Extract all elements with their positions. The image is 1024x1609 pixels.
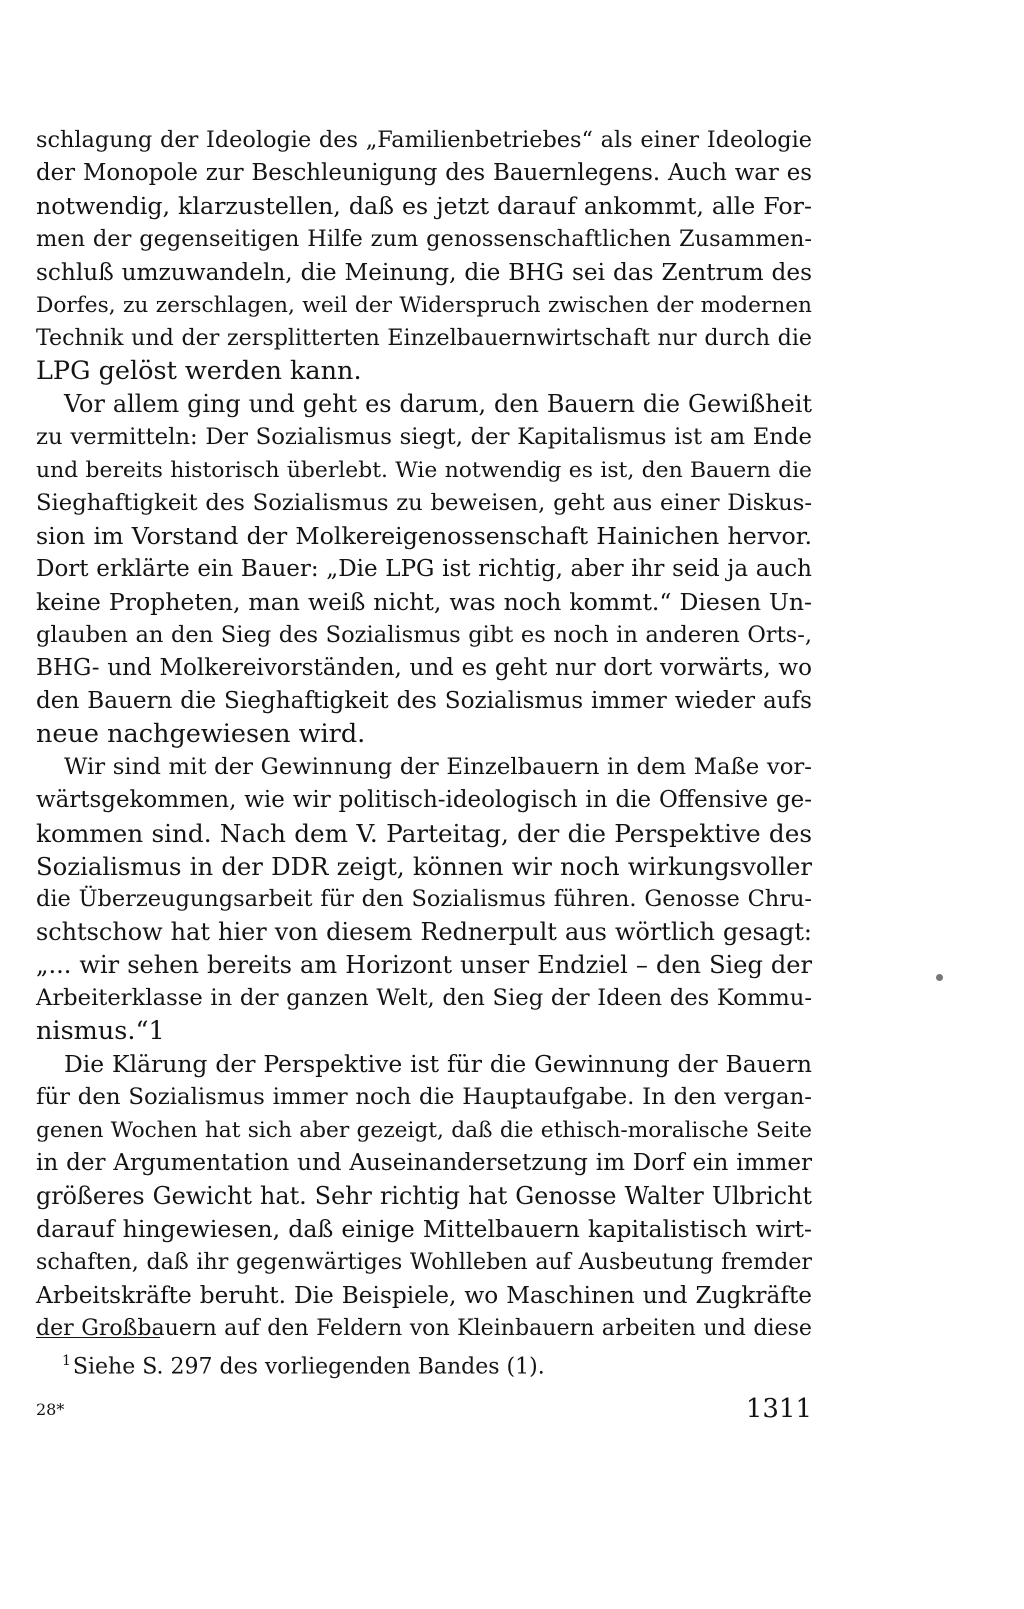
text-line: schaften, daß ihr gegenwärtiges Wohlleben auf Ausbeutung fremder [36,1249,812,1275]
text-line: schtschow hat hier von diesem Rednerpult aus wörtlich gesagt: [36,918,812,946]
text-line: Vor allem ging und geht es darum, den Bauern die Gewißheit [64,390,812,418]
text-line: für den Sozialismus immer noch die Hauptaufgabe. In den vergan- [36,1084,812,1110]
text-line: men der gegenseitigen Hilfe zum genossenschaftlichen Zusammen- [36,226,812,252]
text-line: Technik und der zersplitterten Einzelbauernwirtschaft nur durch die [36,325,812,351]
text-line: sion im Vorstand der Molkereigenossenschaft Hainichen hervor. [36,522,812,550]
footnote-text: Siehe S. 297 des vorliegenden Bandes (1). [72,1354,545,1380]
text-line: größeres Gewicht hat. Sehr richtig hat Genosse Walter Ulbricht [36,1182,812,1210]
text-line: „... wir sehen bereits am Horizont unser Endziel – den Sieg der [36,951,812,979]
text-line: Arbeiterklasse in der ganzen Welt, den Sieg der Ideen des Kommu- [36,985,812,1011]
page-number: 1311 [745,1394,812,1424]
text-line: in der Argumentation und Auseinandersetzung im Dorf ein immer [36,1150,812,1176]
signature-mark: 28* [36,1400,65,1419]
text-line: LPG gelöst werden kann. [36,356,362,386]
text-line: und bereits historisch überlebt. Wie notwendig es ist, den Bauern die [36,458,812,483]
text-line: zu vermitteln: Der Sozialismus siegt, der Kapitalismus ist am Ende [36,424,812,450]
text-line: darauf hingewiesen, daß einige Mittelbauern kapitalistisch wirt- [36,1215,812,1243]
text-line: Sieghaftigkeit des Sozialismus zu beweisen, geht aus einer Diskus- [36,490,812,516]
text-line: nismus.“1 [36,1016,165,1046]
text-line: kommen sind. Nach dem V. Parteitag, der die Perspektive des [36,819,812,848]
text-line: glauben an den Sieg des Sozialismus gibt es noch in anderen Orts-, [36,622,812,648]
footnote-divider [36,1337,160,1338]
print-speck [936,974,943,981]
body-text [36,124,812,1345]
text-line: genen Wochen hat sich aber gezeigt, daß die ethisch-moralische Seite [36,1118,812,1143]
text-line: den Bauern die Sieghaftigkeit des Sozialismus immer wieder aufs [36,688,812,714]
footnote-marker: 1 [62,1353,71,1369]
text-line: Dort erklärte ein Bauer: „Die LPG ist richtig, aber ihr seid ja auch [36,556,812,582]
text-line: keine Propheten, man weiß nicht, was noch kommt.“ Diesen Un- [36,588,812,616]
text-line: BHG- und Molkereivorständen, und es geht nur dort vorwärts, wo [36,655,812,681]
text-line: neue nachgewiesen wird. [36,719,366,749]
text-line: Arbeitskräfte beruht. Die Beispiele, wo Maschinen und Zugkräfte [36,1282,812,1309]
text-line: Sozialismus in der DDR zeigt, können wir noch wirkungsvoller [36,852,812,881]
text-line: wärtsgekommen, wie wir politisch-ideologisch in die Offensive ge- [36,787,812,813]
text-line: schlagung der Ideologie des „Familienbetriebes“ als einer Ideologie [36,127,812,153]
text-line: notwendig, klarzustellen, daß es jetzt darauf ankommt, alle For- [36,192,812,220]
text-line: Wir sind mit der Gewinnung der Einzelbauern in dem Maße vor- [64,754,812,780]
footnote [62,1346,545,1382]
text-line: schluß umzuwandeln, die Meinung, die BHG sei das Zentrum des [36,259,812,286]
text-line: der Großbauern auf den Feldern von Kleinbauern arbeiten und diese [36,1316,812,1341]
text-line: Die Klärung der Perspektive ist für die Gewinnung der Bauern [64,1050,812,1078]
text-line: die Überzeugungsarbeit für den Sozialismus führen. Genosse Chru- [36,886,812,912]
text-line: der Monopole zur Beschleunigung des Bauernlegens. Auch war es [36,160,812,186]
text-line: Dorfes, zu zerschlagen, weil der Widerspruch zwischen der modernen [36,293,812,318]
